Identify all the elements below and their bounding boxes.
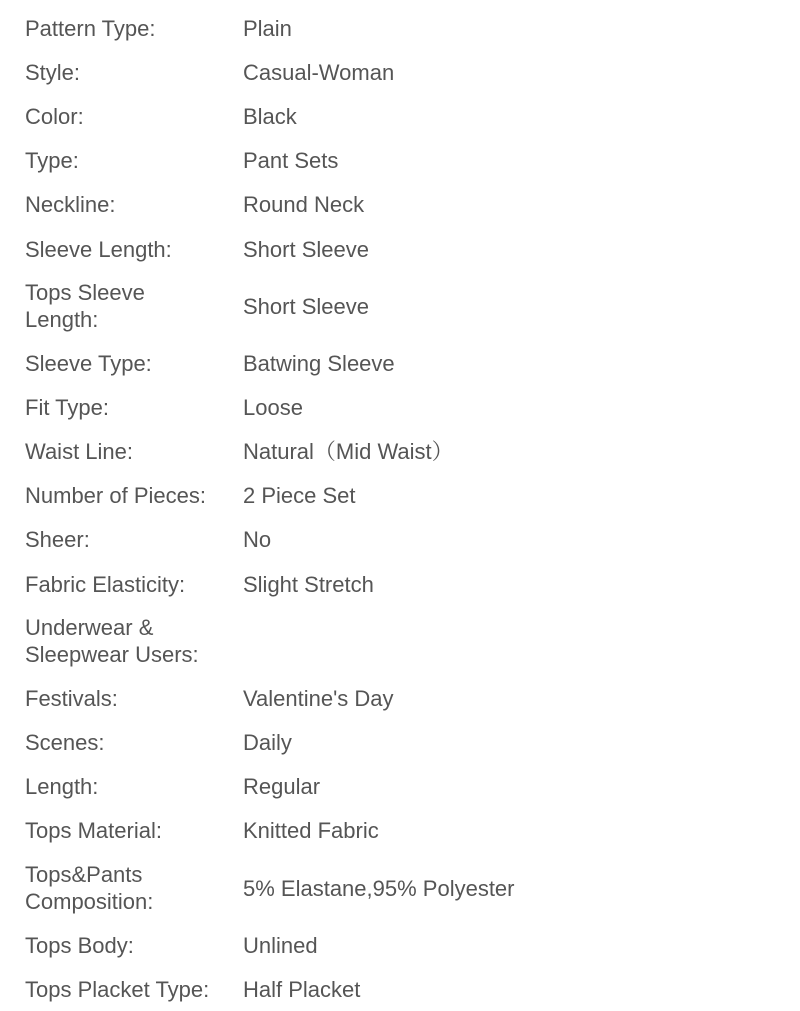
spec-value: Short Sleeve <box>243 236 369 262</box>
spec-row-tops-material <box>0 809 800 853</box>
spec-value: Knitted Fabric <box>243 818 379 844</box>
spec-row-tops-sleeve-length <box>0 271 800 341</box>
spec-value: Pant Sets <box>243 148 339 174</box>
spec-row-scenes <box>0 720 800 764</box>
spec-row-underwear-sleepwear-users <box>0 606 800 676</box>
spec-label: Fit Type: <box>25 394 109 420</box>
spec-label: Sheer: <box>25 527 90 553</box>
spec-label: Waist Line: <box>25 439 134 465</box>
spec-label: Tops Placket Type: <box>25 976 210 1002</box>
spec-value: Round Neck <box>243 192 365 218</box>
spec-value: Plain <box>243 15 292 41</box>
spec-label: Underwear & Sleepwear Users: <box>25 615 199 668</box>
spec-row-sleeve-type <box>0 341 800 385</box>
spec-row-neckline <box>0 183 800 227</box>
spec-value: 5% Elastane,95% Polyester <box>243 875 515 901</box>
spec-label: Type: <box>25 148 79 174</box>
spec-value: No <box>243 527 272 553</box>
spec-label: Tops Sleeve Length: <box>25 280 145 333</box>
spec-row-sleeve-length <box>0 227 800 271</box>
spec-label: Number of Pieces: <box>25 483 206 509</box>
spec-row-festivals <box>0 676 800 720</box>
spec-label: Tops Material: <box>25 818 162 844</box>
spec-row-type <box>0 139 800 183</box>
spec-label: Tops Body: <box>25 932 134 958</box>
spec-row-fabric-elasticity <box>0 562 800 606</box>
spec-label: Sleeve Type: <box>25 350 152 376</box>
spec-value: Loose <box>243 394 303 420</box>
spec-value: Short Sleeve <box>243 293 369 319</box>
spec-value: Slight Stretch <box>243 571 374 597</box>
spec-row-style <box>0 50 800 94</box>
spec-row-fit-type <box>0 385 800 429</box>
spec-row-color <box>0 94 800 138</box>
spec-label: Sleeve Length: <box>25 236 172 262</box>
spec-label: Festivals: <box>25 685 118 711</box>
spec-row-waist-line <box>0 430 800 474</box>
spec-value: Unlined <box>243 932 318 958</box>
spec-value: Valentine's Day <box>243 685 394 711</box>
spec-value: Half Placket <box>243 976 361 1002</box>
spec-label: Color: <box>25 103 84 129</box>
spec-label: Fabric Elasticity: <box>25 571 186 597</box>
spec-label: Neckline: <box>25 192 116 218</box>
spec-value: Black <box>243 103 297 129</box>
spec-row-pattern-type <box>0 6 800 50</box>
spec-row-number-of-pieces <box>0 474 800 518</box>
spec-row-tops-body <box>0 923 800 967</box>
spec-row-tops-placket-type <box>0 967 800 1011</box>
spec-row-sheer <box>0 518 800 562</box>
spec-row-tops-pants-composition <box>0 853 800 923</box>
spec-label: Style: <box>25 59 81 85</box>
spec-label: Scenes: <box>25 730 105 756</box>
spec-label: Length: <box>25 774 99 800</box>
spec-value: Batwing Sleeve <box>243 350 395 376</box>
spec-row-length <box>0 765 800 809</box>
spec-label: Pattern Type: <box>25 15 156 41</box>
spec-value: Daily <box>243 730 292 756</box>
spec-value: 2 Piece Set <box>243 483 356 509</box>
spec-value: Casual-Woman <box>243 59 395 85</box>
spec-value: Regular <box>243 774 321 800</box>
spec-label: Tops&Pants Composition: <box>25 862 154 914</box>
spec-value: Natural（Mid Waist） <box>243 439 454 465</box>
